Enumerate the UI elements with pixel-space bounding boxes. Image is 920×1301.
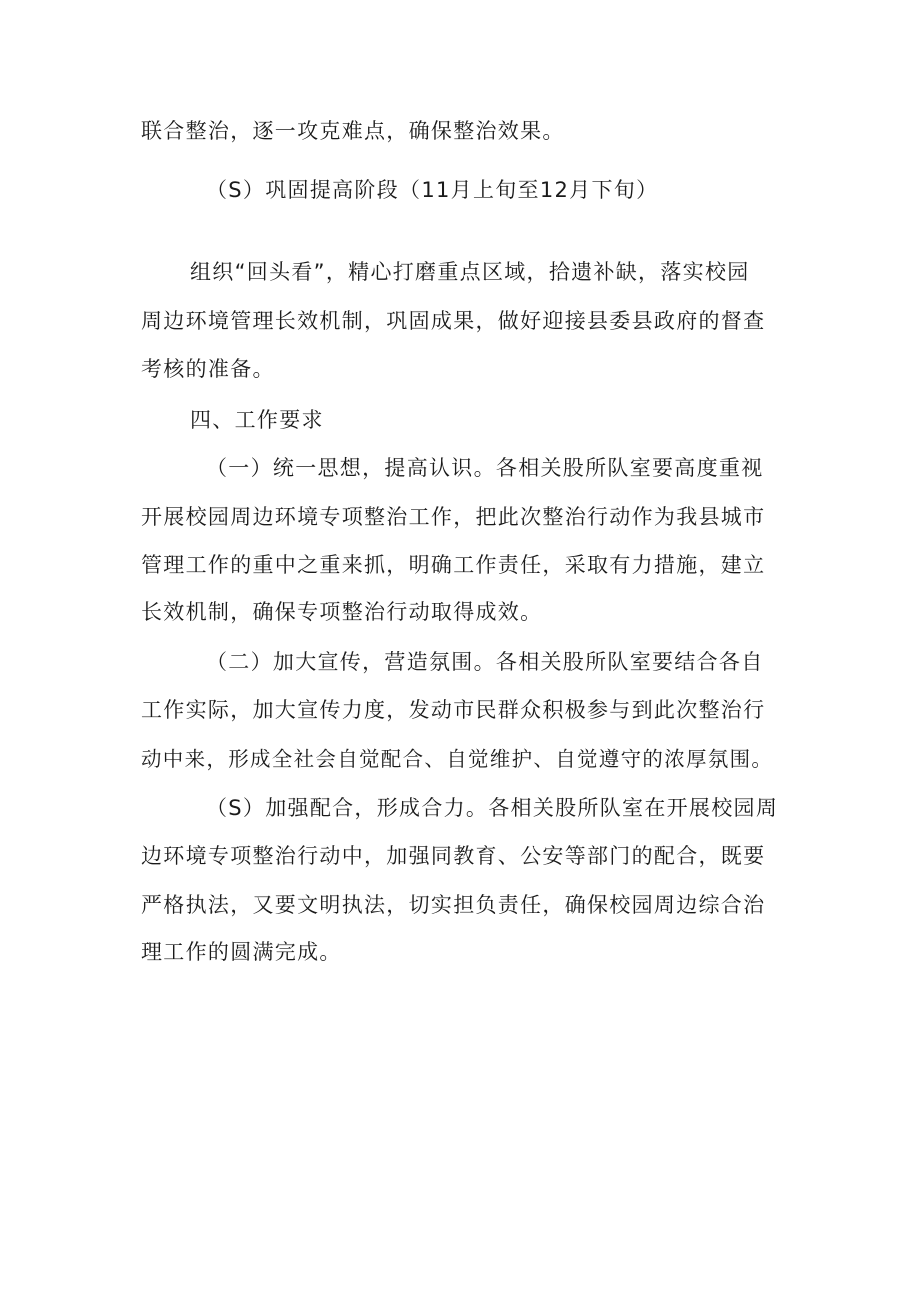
- text-line-15: 边环境专项整治行动中，加强同教育、公安等部门的配合，既要: [141, 844, 766, 868]
- section-heading-work-requirements: 四、工作要求: [190, 408, 324, 432]
- text-line-5: 考核的准备。: [141, 357, 275, 381]
- text-line-13: 动中来，形成全社会自觉配合、自觉维护、自觉遵守的浓厚氛围。: [141, 747, 774, 771]
- text-line-14: （S）加强配合，形成合力。各相关股所队室在开展校园周: [206, 796, 779, 820]
- text-line-10: 长效机制，确保专项整治行动取得成效。: [141, 600, 543, 624]
- text-line-9: 管理工作的重中之重来抓，明确工作责任，采取有力措施，建立: [141, 553, 766, 577]
- text-line-11: （二）加大宣传，营造氛围。各相关股所队室要结合各自: [206, 650, 764, 674]
- section-heading-consolidation: （S）巩固提高阶段（11月上旬至12月下旬）: [206, 178, 659, 202]
- text-line-12: 工作实际，加大宣传力度，发动市民群众积极参与到此次整治行: [141, 698, 766, 722]
- text-line-3: 组织“回头看”，精心打磨重点区域，拾遗补缺，落实校园: [190, 260, 750, 284]
- text-line-1: 联合整治，逐一攻克难点，确保整治效果。: [141, 119, 565, 143]
- text-line-7: （一）统一思想，提高认识。各相关股所队室要高度重视: [206, 456, 764, 480]
- text-line-4: 周边环境管理长效机制，巩固成果，做好迎接县委县政府的督查: [141, 309, 766, 333]
- text-line-17: 理工作的圆满完成。: [141, 940, 342, 964]
- text-line-8: 开展校园周边环境专项整治工作，把此次整治行动作为我县城市: [141, 505, 766, 529]
- text-line-16: 严格执法，又要文明执法，切实担负责任，确保校园周边综合治: [141, 893, 766, 917]
